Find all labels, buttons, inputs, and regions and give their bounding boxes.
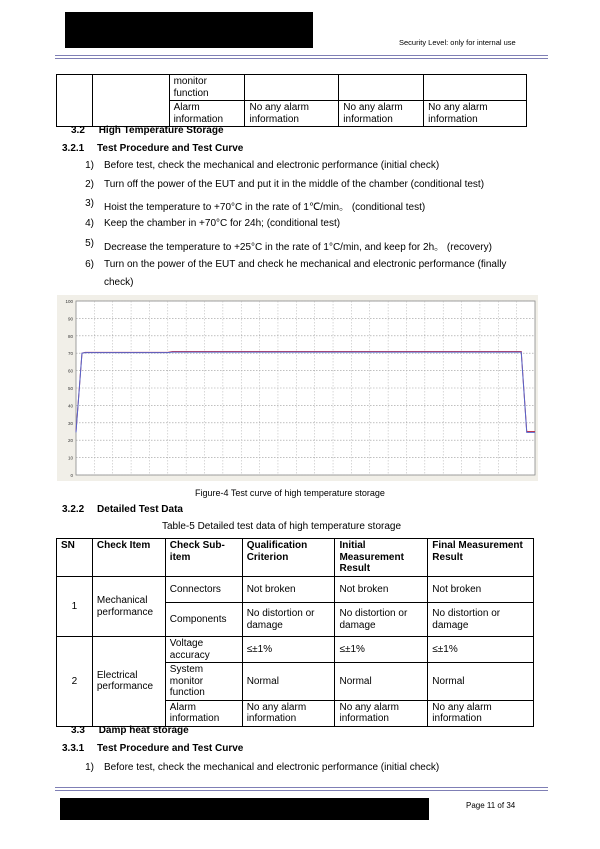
temperature-curve-chart <box>57 295 538 481</box>
cell: Not broken <box>428 577 534 603</box>
section-heading <box>71 125 224 136</box>
table-row <box>57 75 527 101</box>
list-item: 6) Turn on the power of the EUT and check he mechanical and electronic performance (finally <box>85 259 507 270</box>
y-tick-label: 90 <box>67 316 73 322</box>
section-title: Test Procedure and Test Curve <box>97 743 244 754</box>
cell: No any alarm information <box>245 101 339 127</box>
cell: Mechanical performance <box>92 577 165 637</box>
cell: Alarm information <box>169 101 245 127</box>
table-header-row <box>57 539 534 577</box>
section-heading <box>71 725 189 736</box>
cell: No any alarm information <box>242 700 335 726</box>
page-number: Page 11 of 34 <box>466 801 516 810</box>
cell: Not broken <box>335 577 428 603</box>
column-header: Initial Measurement Result <box>335 539 428 577</box>
footer-rule <box>55 787 548 791</box>
y-tick-label: 30 <box>67 420 73 426</box>
section-title: Test Procedure and Test Curve <box>97 143 244 154</box>
cell: ≤±1% <box>335 637 428 663</box>
y-tick-label: 40 <box>67 403 73 409</box>
cell <box>245 75 339 101</box>
figure-caption: Figure-4 Test curve of high temperature storage <box>195 488 385 498</box>
continued-table <box>56 74 527 127</box>
column-header: SN <box>57 539 93 577</box>
column-header: Check Sub- item <box>165 539 242 577</box>
list-item: 2) Turn off the power of the EUT and put it in the middle of the chamber (conditional test) <box>85 179 485 190</box>
procedure-list <box>80 160 550 300</box>
cell <box>92 75 169 127</box>
cell: Normal <box>335 663 428 701</box>
cell: System monitor function <box>165 663 242 701</box>
section-number: 3.3.1 <box>62 743 85 754</box>
cell: Connectors <box>165 577 242 603</box>
cell: monitor function <box>169 75 245 101</box>
list-item: 3) Hoist the temperature to +70°C in the rate of 1℃/min。 (conditional test) <box>85 198 426 213</box>
cell: No distortion or damage <box>335 603 428 637</box>
cell: Normal <box>242 663 335 701</box>
list-item: 4) Keep the chamber in +70°C for 24h; (conditional test) <box>85 218 341 229</box>
cell: Normal <box>428 663 534 701</box>
subsection-heading <box>62 504 183 515</box>
cell: ≤±1% <box>242 637 335 663</box>
y-tick-label: 70 <box>67 351 73 357</box>
cell <box>57 75 93 127</box>
list-item: 1) Before test, check the mechanical and electronic performance (initial check) <box>85 160 440 171</box>
cell <box>424 75 527 101</box>
column-header: Qualification Criterion <box>242 539 335 577</box>
cell: ≤±1% <box>428 637 534 663</box>
column-header: Final Measurement Result <box>428 539 534 577</box>
security-level-label: Security Level: only for internal use <box>399 38 516 47</box>
section-number: 3.2 <box>71 125 85 136</box>
column-header: Check Item <box>92 539 165 577</box>
chart-svg <box>57 295 538 481</box>
section-number: 3.2.2 <box>62 504 85 515</box>
cell: No distortion or damage <box>428 603 534 637</box>
cell: No distortion or damage <box>242 603 335 637</box>
redacted-logo-block <box>65 12 313 48</box>
cell: No any alarm information <box>424 101 527 127</box>
section-number: 3.3 <box>71 725 85 736</box>
cell: Electrical performance <box>92 637 165 727</box>
y-tick-label: 10 <box>67 455 73 461</box>
list-item: 5) Decrease the temperature to +25°C in the rate of 1°C/min, and keep for 2h。 (recovery) <box>85 238 492 253</box>
cell: No any alarm information <box>335 700 428 726</box>
cell: 2 <box>57 637 93 727</box>
cell: 1 <box>57 577 93 637</box>
cell <box>339 75 424 101</box>
y-tick-label: 100 <box>65 299 73 304</box>
y-tick-label: 60 <box>67 368 73 374</box>
section-title: Detailed Test Data <box>97 504 183 515</box>
y-tick-label: 80 <box>67 333 73 339</box>
section-title: High Temperature Storage <box>98 125 224 136</box>
y-tick-label: 20 <box>67 438 73 444</box>
list-item: check) <box>104 277 134 288</box>
test-data-table <box>56 538 534 727</box>
table-row <box>57 637 534 663</box>
header-rule <box>55 55 548 59</box>
list-item: 1) Before test, check the mechanical and electronic performance (initial check) <box>85 762 440 773</box>
cell: Voltage accuracy <box>165 637 242 663</box>
y-tick-label: 50 <box>67 386 73 391</box>
section-title: Damp heat storage <box>98 725 189 736</box>
redacted-footer-block <box>60 798 429 820</box>
section-number: 3.2.1 <box>62 143 85 154</box>
cell: Alarm information <box>165 700 242 726</box>
subsection-heading <box>62 743 243 754</box>
cell: No any alarm information <box>428 700 534 726</box>
cell: Components <box>165 603 242 637</box>
table-row <box>57 577 534 603</box>
y-tick-label: 0 <box>70 473 73 478</box>
cell: Not broken <box>242 577 335 603</box>
cell: No any alarm information <box>339 101 424 127</box>
table-caption: Table-5 Detailed test data of high temperature storage <box>162 521 402 532</box>
subsection-heading <box>62 143 243 154</box>
